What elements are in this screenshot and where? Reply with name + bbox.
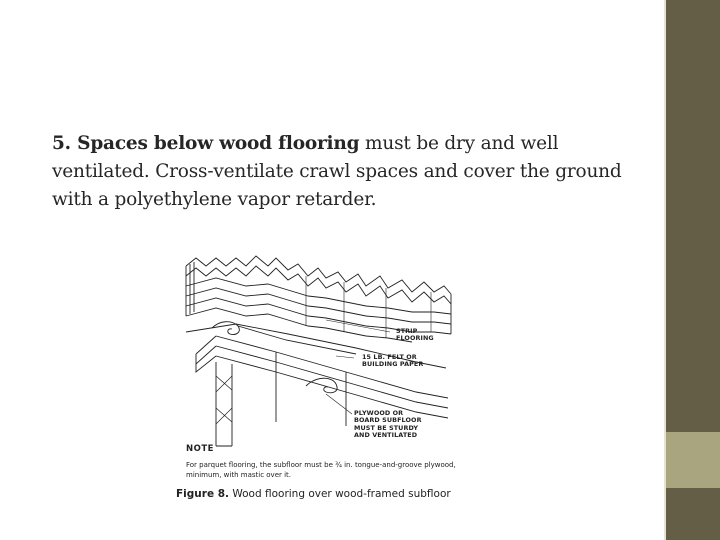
point-rest: must be dry and well ventilated. Cross-ventilate crawl spaces and cover the ground with a polyethylene vapor retarder. [52, 133, 622, 210]
point-lead: 5. Spaces below wood flooring [52, 133, 360, 154]
sidebar-band-bottom [666, 488, 720, 540]
flooring-figure [176, 236, 466, 506]
slide-body-text [52, 130, 652, 214]
note-text: For parquet flooring, the subfloor must be ¾ in. tongue-and-groove plywood, minimum, with mastic over it. [186, 461, 456, 479]
sidebar-band-top [666, 0, 720, 432]
figure-caption-text: Wood flooring over wood-framed subfloor [232, 488, 451, 500]
note-heading: NOTE [186, 444, 214, 454]
figure-number: Figure 8. [176, 488, 230, 500]
label-felt-paper: 15 LB. FELT OR BUILDING PAPER [362, 353, 424, 369]
label-strip-flooring: STRIP FLOORING [396, 327, 434, 343]
label-subfloor: PLYWOOD OR BOARD SUBFLOOR MUST BE STURDY AND VENTILATED [354, 409, 422, 440]
sidebar-band-accent [666, 432, 720, 488]
figure-caption [176, 488, 476, 500]
